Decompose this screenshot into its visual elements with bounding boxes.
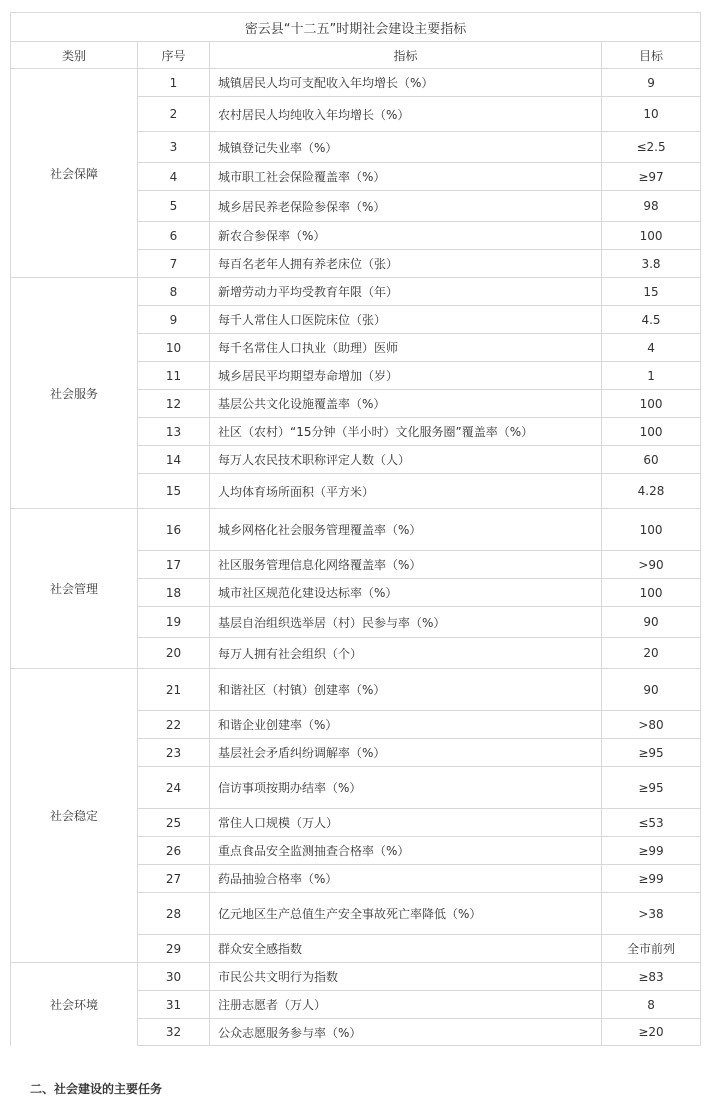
number-cell: 9 <box>137 305 209 333</box>
target-cell: >90 <box>601 550 701 578</box>
number-cell: 17 <box>137 550 209 578</box>
number-cell: 19 <box>137 606 209 637</box>
header-category: 类别 <box>10 41 137 68</box>
table-row <box>10 962 701 990</box>
target-cell: 10 <box>601 96 701 131</box>
target-cell: 100 <box>601 578 701 606</box>
table-row <box>10 68 701 96</box>
category-cell: 社会稳定 <box>10 668 137 962</box>
indicator-cell: 每千人常住人口医院床位（张） <box>209 305 601 333</box>
number-cell: 23 <box>137 738 209 766</box>
category-cell: 社会环境 <box>10 962 137 1046</box>
indicator-cell: 群众安全感指数 <box>209 934 601 962</box>
number-cell: 7 <box>137 249 209 277</box>
indicator-cell: 基层社会矛盾纠纷调解率（%） <box>209 738 601 766</box>
target-cell: ≥99 <box>601 836 701 864</box>
target-cell: ≥99 <box>601 864 701 892</box>
target-cell: 90 <box>601 668 701 710</box>
indicator-cell: 常住人口规模（万人） <box>209 808 601 836</box>
indicator-cell: 城市职工社会保险覆盖率（%） <box>209 162 601 190</box>
target-cell: 100 <box>601 389 701 417</box>
indicator-cell: 社区服务管理信息化网络覆盖率（%） <box>209 550 601 578</box>
indicator-cell: 基层自治组织选举居（村）民参与率（%） <box>209 606 601 637</box>
number-cell: 12 <box>137 389 209 417</box>
target-cell: 100 <box>601 417 701 445</box>
section-heading: 二、社会建设的主要任务 <box>30 1082 163 1096</box>
indicator-cell: 新农合参保率（%） <box>209 221 601 249</box>
indicator-cell: 和谐社区（村镇）创建率（%） <box>209 668 601 710</box>
indicator-cell: 农村居民人均纯收入年均增长（%） <box>209 96 601 131</box>
target-cell: 90 <box>601 606 701 637</box>
indicator-cell: 注册志愿者（万人） <box>209 990 601 1018</box>
target-cell: 15 <box>601 277 701 305</box>
target-cell: ≥95 <box>601 766 701 808</box>
target-cell: ≥20 <box>601 1018 701 1046</box>
category-cell: 社会服务 <box>10 277 137 508</box>
indicator-cell: 城镇居民人均可支配收入年均增长（%） <box>209 68 601 96</box>
target-cell: 4.28 <box>601 473 701 508</box>
header-row <box>10 41 701 68</box>
indicator-cell: 城市社区规范化建设达标率（%） <box>209 578 601 606</box>
target-cell: ≥97 <box>601 162 701 190</box>
target-cell: ≤2.5 <box>601 131 701 162</box>
number-cell: 14 <box>137 445 209 473</box>
target-cell: 100 <box>601 508 701 550</box>
indicator-cell: 城乡居民平均期望寿命增加（岁） <box>209 361 601 389</box>
indicator-cell: 每万人农民技术职称评定人数（人） <box>209 445 601 473</box>
table-row <box>10 508 701 550</box>
target-cell: 100 <box>601 221 701 249</box>
header-target: 目标 <box>601 41 701 68</box>
indicator-cell: 人均体育场所面积（平方米） <box>209 473 601 508</box>
target-cell: >80 <box>601 710 701 738</box>
indicator-cell: 每千名常住人口执业（助理）医师 <box>209 333 601 361</box>
indicator-cell: 公众志愿服务参与率（%） <box>209 1018 601 1046</box>
indicator-cell: 社区（农村）“15分钟（半小时）文化服务圈”覆盖率（%） <box>209 417 601 445</box>
number-cell: 1 <box>137 68 209 96</box>
number-cell: 10 <box>137 333 209 361</box>
indicator-cell: 城镇登记失业率（%） <box>209 131 601 162</box>
indicator-cell: 每百名老年人拥有养老床位（张） <box>209 249 601 277</box>
number-cell: 24 <box>137 766 209 808</box>
indicator-cell: 亿元地区生产总值生产安全事故死亡率降低（%） <box>209 892 601 934</box>
indicator-cell: 信访事项按期办结率（%） <box>209 766 601 808</box>
target-cell: 1 <box>601 361 701 389</box>
target-cell: 全市前列 <box>601 934 701 962</box>
indicator-cell: 市民公共文明行为指数 <box>209 962 601 990</box>
number-cell: 15 <box>137 473 209 508</box>
number-cell: 21 <box>137 668 209 710</box>
number-cell: 5 <box>137 190 209 221</box>
category-cell: 社会管理 <box>10 508 137 668</box>
number-cell: 6 <box>137 221 209 249</box>
indicator-cell: 城乡居民养老保险参保率（%） <box>209 190 601 221</box>
target-cell: ≤53 <box>601 808 701 836</box>
number-cell: 30 <box>137 962 209 990</box>
number-cell: 18 <box>137 578 209 606</box>
target-cell: 98 <box>601 190 701 221</box>
table-row <box>10 668 701 710</box>
indicators-table <box>10 12 701 1046</box>
table-row <box>10 277 701 305</box>
number-cell: 16 <box>137 508 209 550</box>
table-title: 密云县“十二五”时期社会建设主要指标 <box>10 12 701 41</box>
number-cell: 29 <box>137 934 209 962</box>
number-cell: 25 <box>137 808 209 836</box>
number-cell: 22 <box>137 710 209 738</box>
number-cell: 8 <box>137 277 209 305</box>
number-cell: 26 <box>137 836 209 864</box>
target-cell: 60 <box>601 445 701 473</box>
number-cell: 32 <box>137 1018 209 1046</box>
number-cell: 31 <box>137 990 209 1018</box>
number-cell: 27 <box>137 864 209 892</box>
target-cell: 4 <box>601 333 701 361</box>
target-cell: 9 <box>601 68 701 96</box>
target-cell: ≥95 <box>601 738 701 766</box>
number-cell: 4 <box>137 162 209 190</box>
indicator-cell: 基层公共文化设施覆盖率（%） <box>209 389 601 417</box>
indicator-cell: 药品抽验合格率（%） <box>209 864 601 892</box>
header-indicator: 指标 <box>209 41 601 68</box>
target-cell: 4.5 <box>601 305 701 333</box>
number-cell: 2 <box>137 96 209 131</box>
number-cell: 11 <box>137 361 209 389</box>
target-cell: 3.8 <box>601 249 701 277</box>
target-cell: 20 <box>601 637 701 668</box>
indicator-cell: 和谐企业创建率（%） <box>209 710 601 738</box>
target-cell: 8 <box>601 990 701 1018</box>
target-cell: >38 <box>601 892 701 934</box>
indicator-cell: 城乡网格化社会服务管理覆盖率（%） <box>209 508 601 550</box>
indicator-cell: 每万人拥有社会组织（个） <box>209 637 601 668</box>
category-cell: 社会保障 <box>10 68 137 277</box>
number-cell: 20 <box>137 637 209 668</box>
indicator-cell: 重点食品安全监测抽查合格率（%） <box>209 836 601 864</box>
header-number: 序号 <box>137 41 209 68</box>
target-cell: ≥83 <box>601 962 701 990</box>
number-cell: 13 <box>137 417 209 445</box>
number-cell: 3 <box>137 131 209 162</box>
indicator-cell: 新增劳动力平均受教育年限（年） <box>209 277 601 305</box>
number-cell: 28 <box>137 892 209 934</box>
